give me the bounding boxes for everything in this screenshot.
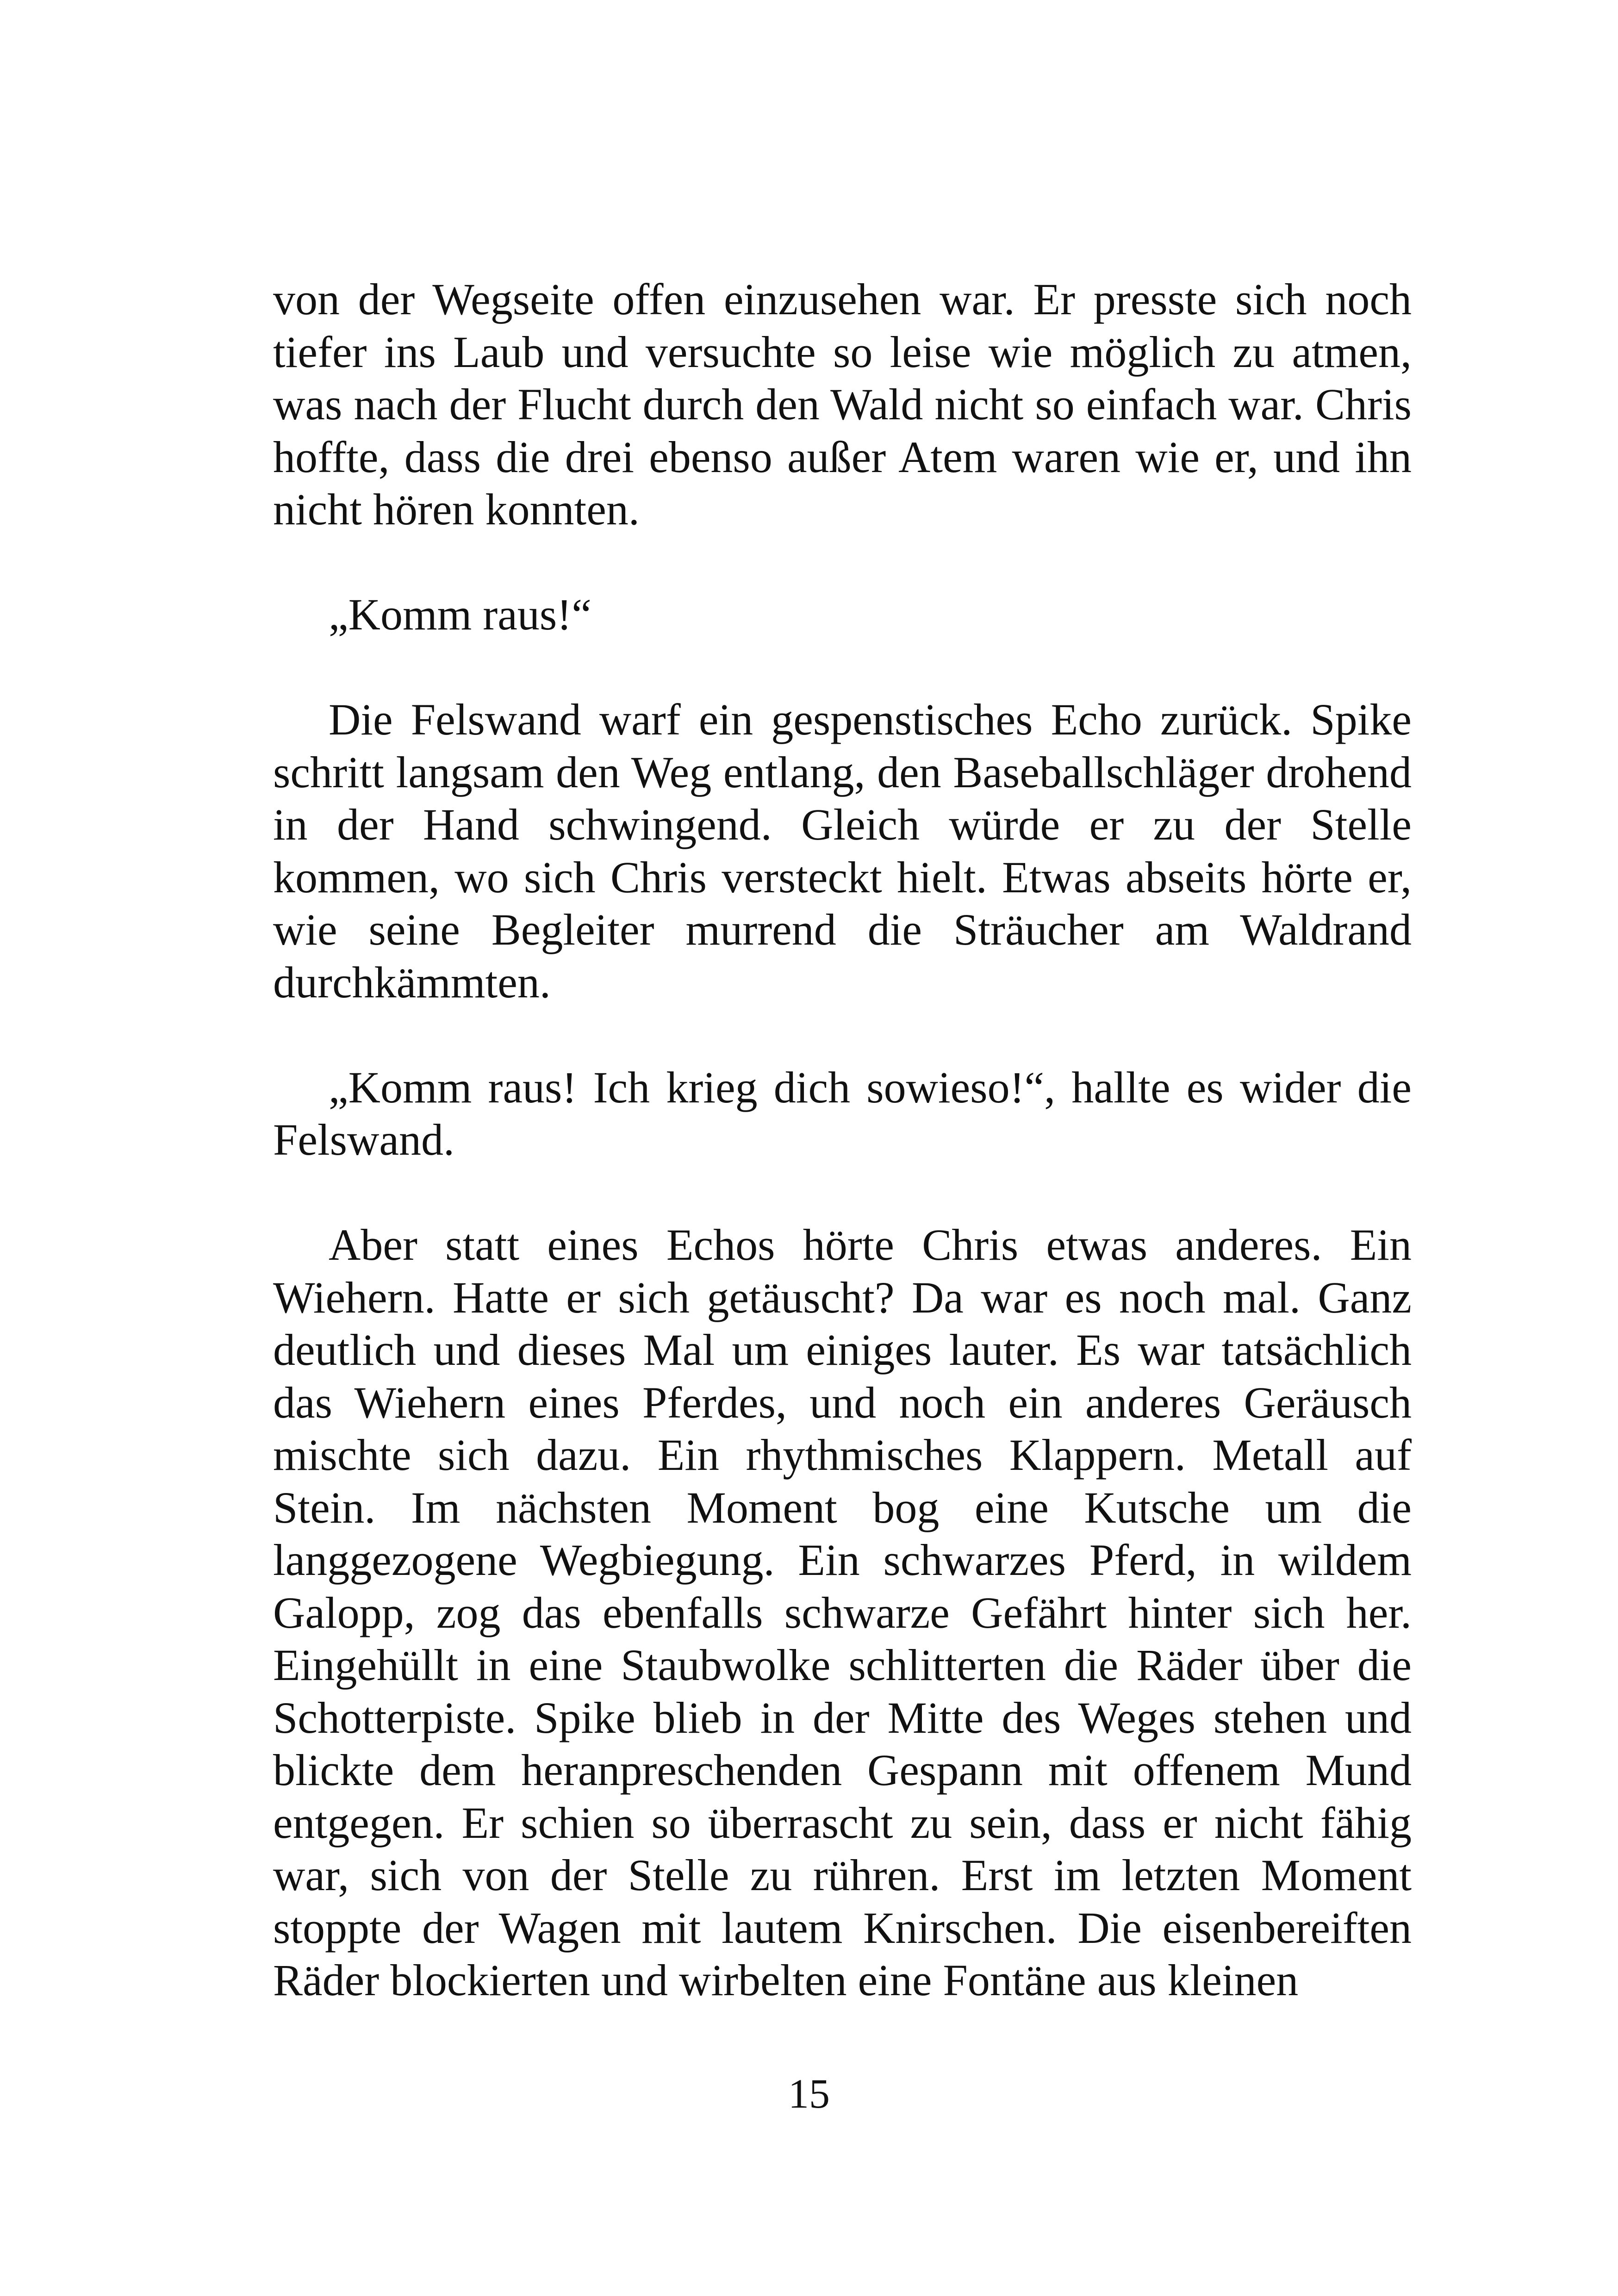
paragraph-4: „Komm raus! Ich krieg dich sowieso!“, hallte es wider die Felswand.: [273, 1062, 1412, 1164]
paragraph-3: Die Felswand warf ein gespenstisches Echo zurück. Spike schritt langsam den Weg entlang, den Baseballschläger drohend in der Hand schwingend. Gleich würde er zu der Stelle kommen, wo sich Chris versteckt hielt. Etwas abseits hörte er, wie seine Begleiter murrend die Sträucher am Waldrand durchkämmten.: [273, 695, 1412, 1007]
page-number: 15: [788, 2071, 830, 2117]
paragraph-5: Aber statt eines Echos hörte Chris etwas anderes. Ein Wiehern. Hatte er sich getäuscht? Da war es noch mal. Ganz deutlich und dieses Mal um einiges lauter. Es war tatsächlich das Wiehern eines Pferdes, und noch ein anderes Geräusch mischte sich dazu. Ein rhythmisches Klappern. Metall auf Stein. Im nächsten Moment bog eine Kutsche um die langgezogene Wegbiegung. Ein schwarzes Pferd, in wildem Galopp, zog das ebenfalls schwarze Gefährt hinter sich her. Eingehüllt in eine Staubwolke schlitterten die Räder über die Schotterpiste. Spike blieb in der Mitte des Weges stehen und blickte dem heranpreschenden Gespann mit offenem Mund entgegen. Er schien so überrascht zu sein, dass er nicht fähig war, sich von der Stelle zu rühren. Erst im letzten Moment stoppte der Wagen mit lautem Knirschen. Die eisenbereiften Räder blockierten und wirbelten eine Fontäne aus kleinen: [273, 1220, 1412, 2005]
body-text: [273, 273, 1412, 2007]
paragraph-1: von der Wegseite offen einzusehen war. Er presste sich noch tiefer ins Laub und versuchte so leise wie möglich zu atmen, was nach der Flucht durch den Wald nicht so einfach war. Chris hoffte, dass die drei ebenso außer Atem waren wie er, und ihn nicht hören konnten.: [273, 274, 1412, 534]
paragraph-2: „Komm raus!“: [329, 590, 591, 639]
